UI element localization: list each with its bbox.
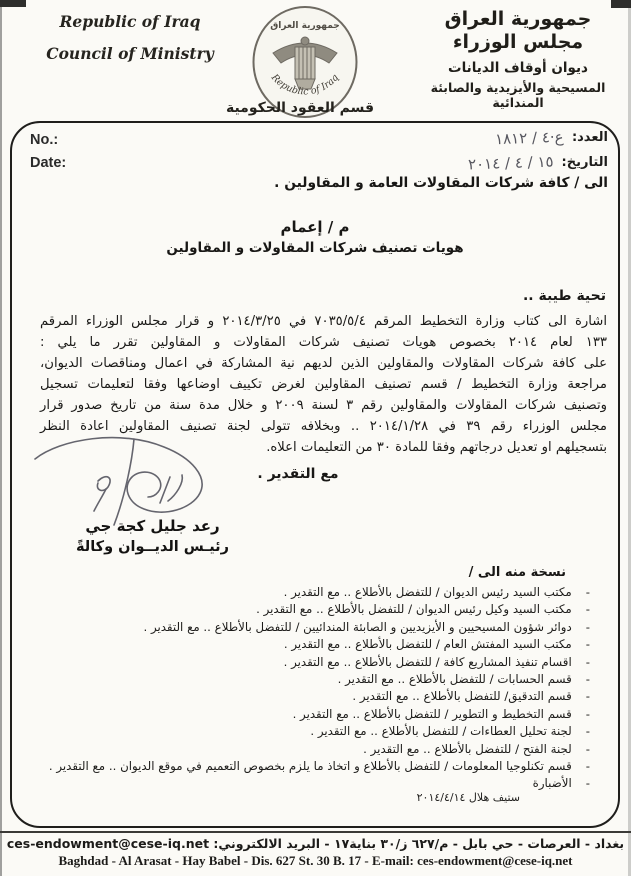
- signatory-name: رعد جليل كجة جي: [85, 517, 220, 535]
- cc-list-item: [18, 636, 590, 653]
- dash-bullet: -: [585, 706, 590, 721]
- subject-line-2: هويات تصنيف شركات المقاولات و المقاولين: [166, 240, 464, 256]
- date-label-ar: التاريخ:: [561, 155, 608, 170]
- cc-item-text: الأضبارة: [532, 776, 572, 791]
- signatory-title: رئيـس الديــوان وكالةً: [76, 539, 229, 555]
- cc-list-item: [18, 601, 590, 618]
- cc-item-text: قسم الحسابات / للتفضل بالأطلاع .. مع التقدير .: [337, 672, 572, 687]
- cc-item-text: دوائر شؤون المسيحيين و الأيزيديين و الصابئة المندائيين / للتفضل بالأطلاع .. مع التقدير .: [143, 619, 572, 634]
- cc-item-text: لجنة تحليل العطاءات / للتفضل بالأطلاع .. مع التقدير .: [310, 724, 572, 739]
- body-line: اشارة الى كتاب وزارة التخطيط المرقم ٧٠٣٥/٥/٤ في ٢٠١٤/٣/٢٥ و قرار مجلس الوزراء المرقم: [40, 314, 607, 329]
- cc-heading: نسخة منه الى /: [468, 565, 566, 580]
- no-label-ar: العدد:: [571, 130, 608, 145]
- letterhead-ar-line-4: المسيحية والأيزيدية والصابئة المندائية: [430, 80, 606, 110]
- cc-list-item: [18, 706, 590, 723]
- greeting-line: تحية طيبة ..: [522, 288, 606, 304]
- closing-line: مع التقدير .: [257, 466, 339, 482]
- letterhead-ar-line-2: مجلس الوزراء: [452, 31, 584, 53]
- addressee-line: الى / كافة شركات المقاولات العامة و المقاولين .: [274, 175, 608, 191]
- handwritten-ref-date: ٢٠١٤ / ٤ / ١٥: [467, 152, 554, 173]
- letterhead-en-line1: Republic of Iraq: [59, 12, 201, 31]
- letterhead-ar-line-1: جمهورية العراق: [444, 8, 592, 30]
- letter-body-frame: [10, 121, 620, 828]
- body-line: على كافة شركات المقاولات والمقاولين الذين لديهم نية المشاركة في اعمال ومناقصات الديوان،: [40, 356, 607, 371]
- cc-list-item: [18, 654, 590, 671]
- scan-corner-mark-right: [611, 0, 631, 8]
- letterhead-ar-line-3: ديوان أوقاف الديانات: [448, 60, 588, 76]
- body-line: ١٣٣ لعام ٢٠١٤ بخصوص هويات تصنيف شركات المقاولات و المقاولين تقرر ما يلي :: [40, 335, 608, 350]
- cc-list: [18, 584, 590, 793]
- handwritten-ref-number: ١٨١٢ / ٤·ع: [495, 127, 565, 148]
- dash-bullet: -: [585, 776, 590, 791]
- cc-list-item: [18, 584, 590, 601]
- emblem-arc-top-text: جمهورية العراق: [270, 21, 340, 31]
- dash-bullet: -: [585, 672, 590, 687]
- cc-item-text: لجنة الفتح / للتفضل بالأطلاع .. مع التقدير .: [363, 741, 572, 756]
- body-line: بتسجيلهم او تعديل درجاتهم وفقا للمادة ٣٠ من التعليمات اعلاه.: [266, 440, 607, 455]
- body-line: مجلس الوزراء رقم ٣٩ في ٢٠١٤/١/٢٨ .. وبخلافه تتولى لجنة تصنيف المقاولين اعادة النظر: [40, 419, 607, 434]
- cc-list-item: [18, 758, 590, 775]
- body-line: مراجعة وزارة التخطيط / قسم تصنيف المقاولين لغرض تكييف اوضاعها وفقا لتعليمات تسجيل: [40, 377, 607, 392]
- cc-item-text: قسم التدقيق/ للتفضل بالأطلاع .. مع التقدير .: [352, 689, 572, 704]
- letterhead-english: [25, 12, 235, 63]
- reference-block-arabic: [413, 125, 608, 175]
- dash-bullet: -: [585, 654, 590, 669]
- ref-number-row: [413, 125, 608, 150]
- date-label-en: Date:: [30, 155, 67, 171]
- scan-edge-left: [0, 0, 2, 876]
- dash-bullet: -: [585, 689, 590, 704]
- cc-item-text: قسم التخطيط و التطوير / للتفضل بالأطلاع .. مع التقدير .: [292, 706, 572, 721]
- cc-item-text: اقسام تنفيذ المشاريع كافة / للتفضل بالأطلاع .. مع التقدير .: [283, 654, 572, 669]
- emblem-arc-bottom-text: Republic of Iraq: [268, 72, 342, 98]
- dash-bullet: -: [585, 637, 590, 652]
- letterhead-en-line2: Council of Ministry: [46, 44, 214, 63]
- subject-line-1: م / إعمام: [280, 218, 350, 236]
- cc-list-item: [18, 688, 590, 705]
- ref-date-row: [413, 150, 608, 175]
- cc-item-text: قسم تكنلوجيا المعلومات / للتفضل بالأطلاع و اتخاذ ما يلزم بخصوص التعميم في موقع الديوان .. مع التقدير .: [48, 759, 572, 774]
- no-label-en: No.:: [30, 132, 59, 148]
- cc-item-text: مكتب السيد وكيل رئيس الديوان / للتفضل بالأطلاع .. مع التقدير .: [256, 602, 572, 617]
- cc-item-text: مكتب السيد المفتش العام / للتفضل بالأطلاع .. مع التقدير .: [283, 637, 572, 652]
- signatory-block: [40, 517, 265, 555]
- body-line: وتصنيف شركات المقاولات والمقاولين رقم ٣ لسنة ٢٠٠٩ و خلال مدة سنة من تاريخ صدور قرار: [40, 398, 608, 413]
- dash-bullet: -: [585, 741, 590, 756]
- department-title: قسم العقود الحكومية: [225, 100, 375, 116]
- clerk-note: ستيف هلال ٢٠١٤/٤/١٤: [416, 791, 520, 804]
- footer-address-english: Baghdad - Al Arasat - Hay Babel - Dis. 627 St. 30 B. 17 - E-mail: ces-endowment@cese-iq.net: [58, 853, 573, 868]
- dash-bullet: -: [585, 619, 590, 634]
- footer-address-arabic: بغداد - العرصات - حي بابل - م/٦٢٧ ز/٣٠ بناية١٧ - البريد الالكتروني: ces-endowment@cese-iq.net: [6, 836, 625, 851]
- cc-list-item: [18, 723, 590, 740]
- dash-bullet: -: [585, 724, 590, 739]
- cc-list-item: [18, 741, 590, 758]
- scan-corner-mark-left: [0, 0, 26, 7]
- dash-bullet: -: [585, 759, 590, 774]
- dash-bullet: -: [585, 602, 590, 617]
- cc-list-item: [18, 619, 590, 636]
- subject-block: [12, 218, 618, 256]
- letterhead-arabic: [413, 8, 623, 110]
- cc-list-item: [18, 671, 590, 688]
- dash-bullet: -: [585, 585, 590, 599]
- footer-divider: [0, 831, 631, 833]
- reference-labels-english: [30, 132, 66, 178]
- cc-item-text: مكتب السيد رئيس الديوان / للتفضل بالأطلاع .. مع التقدير .: [283, 585, 572, 599]
